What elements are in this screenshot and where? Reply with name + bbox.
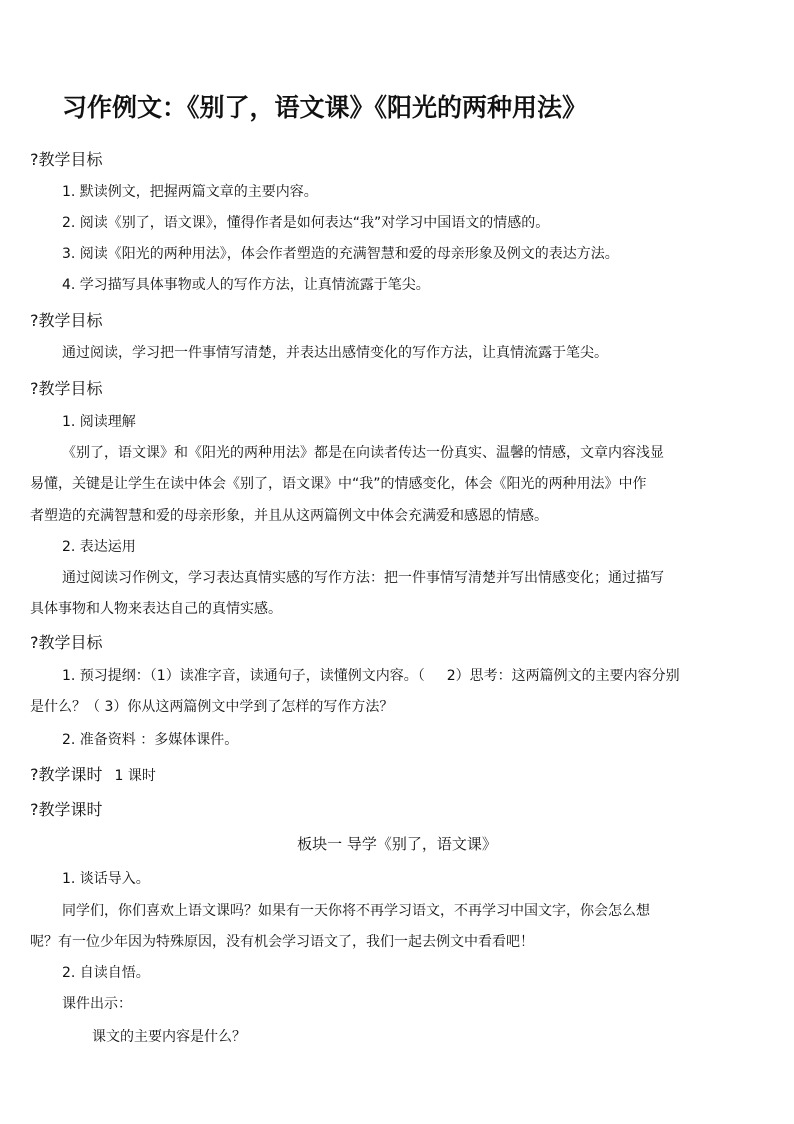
sub-heading: 1. 阅读理解 xyxy=(62,414,136,430)
list-item: 2. 准备资料 ：多媒体课件。 xyxy=(62,732,239,748)
list-item-text: 1. 预习提纲：（1）读准字音，读通句子，读懂例文内容。（ xyxy=(62,668,425,684)
paragraph-line: 易懂，关键是让学生在读中体会《别了，语文课》中“我”的情感变化，体会《阳光的两种用法》中作 xyxy=(30,476,647,492)
list-item: 4. 学习描写具体事物或人的写作方法，让真情流露于笔尖。 xyxy=(62,277,430,293)
paragraph-line: 《别了，语文课》和《阳光的两种用法》都是在向读者传达一份真实、温馨的情感，文章内容浅显 xyxy=(62,445,664,461)
document-title: 习作例文：《别了，语文课》《阳光的两种用法》 xyxy=(62,93,588,122)
class-hours-label: ?教学课时 xyxy=(30,765,103,784)
paragraph-line: 呢？有一位少年因为特殊原因，没有机会学习语文了，我们一起去例文中看看吧！ xyxy=(30,934,534,950)
section-heading: ?教学目标 xyxy=(30,379,103,398)
section-heading: ?教学目标 xyxy=(30,311,103,330)
section-heading: ?教学目标 xyxy=(30,150,103,169)
section-heading: ?教学课时 xyxy=(30,800,103,819)
section-heading xyxy=(30,762,156,785)
paragraph-line: 同学们，你们喜欢上语文课吗？如果有一天你将不再学习语文，不再学习中国文字，你会怎么想 xyxy=(62,903,650,919)
step-heading: 2. 自读自悟。 xyxy=(62,965,150,981)
list-item: 1. 默读例文，把握两篇文章的主要内容。 xyxy=(62,184,318,200)
list-item xyxy=(62,665,680,685)
paragraph-line: 具体事物和人物来表达自己的真情实感。 xyxy=(30,601,282,617)
paragraph: 通过阅读，学习把一件事情写清楚，并表达出感情变化的写作方法，让真情流露于笔尖。 xyxy=(62,345,608,361)
section-heading: ?教学目标 xyxy=(30,633,103,652)
sub-heading: 2. 表达运用 xyxy=(62,539,136,555)
list-item: 3. 阅读《阳光的两种用法》，体会作者塑造的充满智慧和爱的母亲形象及例文的表达方法。 xyxy=(62,246,619,262)
list-item: 2. 阅读《别了，语文课》，懂得作者是如何表达“我”对学习中国语文的情感的。 xyxy=(62,215,550,231)
list-item: 是什么？（ 3）你从这两篇例文中学到了怎样的写作方法？ xyxy=(30,699,394,715)
list-item-text: 2）思考：这两篇例文的主要内容分别 xyxy=(446,668,680,684)
slide-label: 课件出示： xyxy=(62,996,132,1012)
block-title: 板块一 导学《别了，语文课》 xyxy=(297,835,497,853)
paragraph-line: 通过阅读习作例文，学习表达真情实感的写作方法：把一件事情写清楚并写出情感变化；通过描写 xyxy=(62,570,664,586)
class-hours-value: 1 课时 xyxy=(114,768,156,784)
paragraph-line: 者塑造的充满智慧和爱的母亲形象，并且从这两篇例文中体会充满爱和感恩的情感。 xyxy=(30,508,548,524)
slide-question: 课文的主要内容是什么？ xyxy=(92,1029,246,1045)
step-heading: 1. 谈话导入。 xyxy=(62,871,150,887)
